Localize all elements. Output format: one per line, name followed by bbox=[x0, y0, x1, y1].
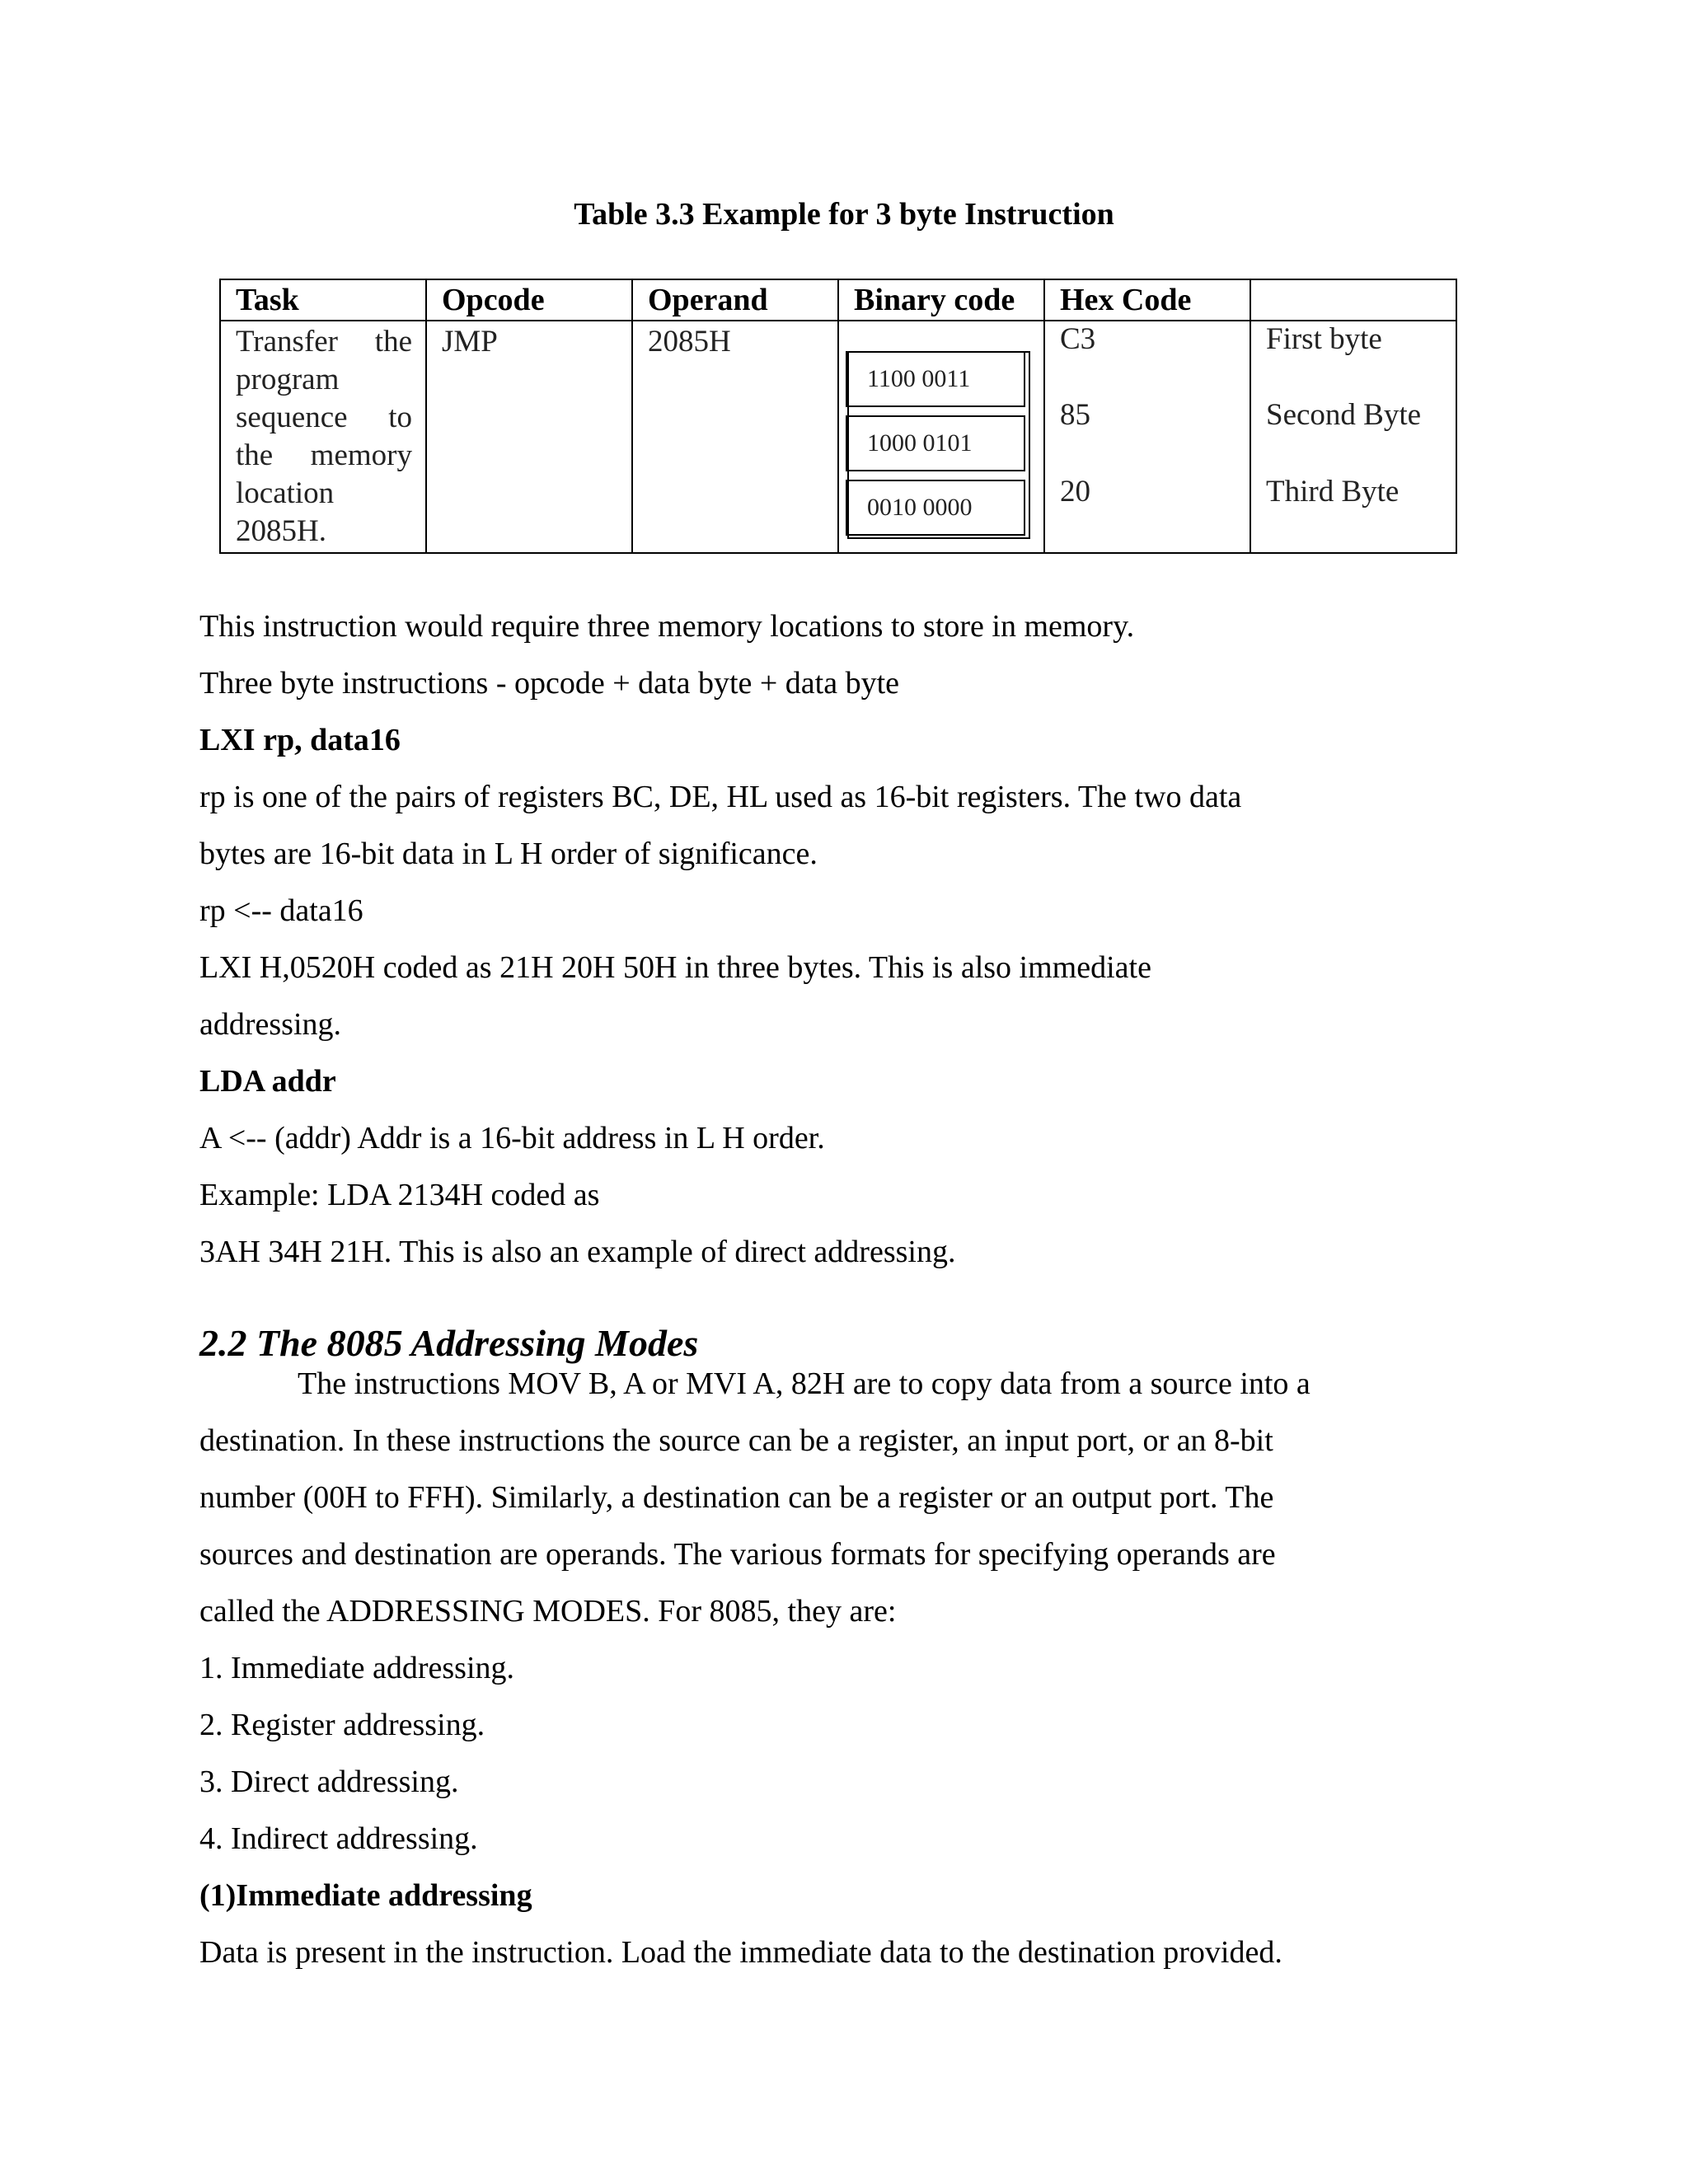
body-line-6: rp <-- data16 bbox=[199, 893, 363, 928]
hex-byte-1: C3 bbox=[1060, 322, 1096, 356]
mode-item-3: 3. Direct addressing. bbox=[199, 1765, 459, 1799]
cell-byte-order bbox=[1250, 321, 1456, 553]
body-line-8: addressing. bbox=[199, 1007, 342, 1042]
hex-stack bbox=[1060, 321, 1250, 552]
cell-opcode bbox=[426, 321, 632, 553]
hex-byte-3: 20 bbox=[1060, 475, 1090, 509]
body-line-4: rp is one of the pairs of registers BC, DE, HL used as 16-bit registers. The two data bbox=[199, 780, 1242, 814]
body-line-7: LXI H,0520H coded as 21H 20H 50H in three bytes. This is also immediate bbox=[199, 950, 1151, 985]
operand-text: 2085H bbox=[648, 325, 731, 359]
body-line-5: bytes are 16-bit data in L H order of significance. bbox=[199, 837, 818, 871]
body-line-12: 3AH 34H 21H. This is also an example of direct addressing. bbox=[199, 1235, 956, 1269]
header-hex-code: Hex Code bbox=[1044, 279, 1250, 321]
section-para-3: number (00H to FFH). Similarly, a destination can be a register or an output port. The bbox=[199, 1480, 1274, 1515]
cell-hex bbox=[1044, 321, 1250, 553]
section-para-1: The instructions MOV B, A or MVI A, 82H are to copy data from a source into a bbox=[298, 1366, 1311, 1401]
table-header-row bbox=[220, 279, 1456, 321]
section-para-2: destination. In these instructions the source can be a register, an input port, or an 8-bit bbox=[199, 1423, 1273, 1458]
body-last-line: Data is present in the instruction. Load the immediate data to the destination provided. bbox=[199, 1935, 1282, 1970]
byte-label-1: First byte bbox=[1266, 322, 1382, 356]
mode-item-4: 4. Indirect addressing. bbox=[199, 1821, 478, 1856]
binary-stack bbox=[839, 321, 1043, 552]
subheading-lxi: LXI rp, data16 bbox=[199, 723, 401, 757]
binary-byte-2: 1000 0101 bbox=[846, 415, 1025, 471]
body-line-2: Three byte instructions - opcode + data byte + data byte bbox=[199, 666, 900, 701]
binary-byte-1: 1100 0011 bbox=[846, 351, 1025, 407]
body-line-11: Example: LDA 2134H coded as bbox=[199, 1178, 600, 1212]
byte-label-2: Second Byte bbox=[1266, 398, 1422, 432]
cell-binary bbox=[838, 321, 1044, 553]
body-line-1: This instruction would require three memory locations to store in memory. bbox=[199, 609, 1135, 644]
header-blank bbox=[1250, 279, 1456, 321]
table-caption: Table 3.3 Example for 3 byte Instruction bbox=[574, 197, 1114, 232]
header-binary-code: Binary code bbox=[838, 279, 1044, 321]
cell-task bbox=[220, 321, 426, 553]
hex-byte-2: 85 bbox=[1060, 398, 1090, 432]
header-operand: Operand bbox=[632, 279, 838, 321]
opcode-text: JMP bbox=[442, 325, 498, 359]
byte-label-3: Third Byte bbox=[1266, 475, 1400, 509]
binary-byte-3: 0010 0000 bbox=[846, 480, 1025, 536]
section-para-4: sources and destination are operands. The various formats for specifying operands are bbox=[199, 1537, 1276, 1572]
section-heading: 2.2 The 8085 Addressing Modes bbox=[199, 1322, 699, 1364]
subheading-lda: LDA addr bbox=[199, 1064, 336, 1099]
mode-item-1: 1. Immediate addressing. bbox=[199, 1651, 515, 1685]
section-para-5: called the ADDRESSING MODES. For 8085, they are: bbox=[199, 1594, 897, 1629]
task-text: Transfer the program sequence to the memory location 2085H. bbox=[236, 325, 412, 548]
header-task: Task bbox=[220, 279, 426, 321]
cell-operand bbox=[632, 321, 838, 553]
table-row bbox=[220, 321, 1456, 553]
subheading-immediate: (1)Immediate addressing bbox=[199, 1878, 532, 1913]
instruction-table bbox=[219, 279, 1457, 554]
mode-item-2: 2. Register addressing. bbox=[199, 1708, 485, 1742]
body-line-10: A <-- (addr) Addr is a 16-bit address in L H order. bbox=[199, 1121, 825, 1155]
header-opcode: Opcode bbox=[426, 279, 632, 321]
byte-order-stack bbox=[1266, 321, 1456, 552]
